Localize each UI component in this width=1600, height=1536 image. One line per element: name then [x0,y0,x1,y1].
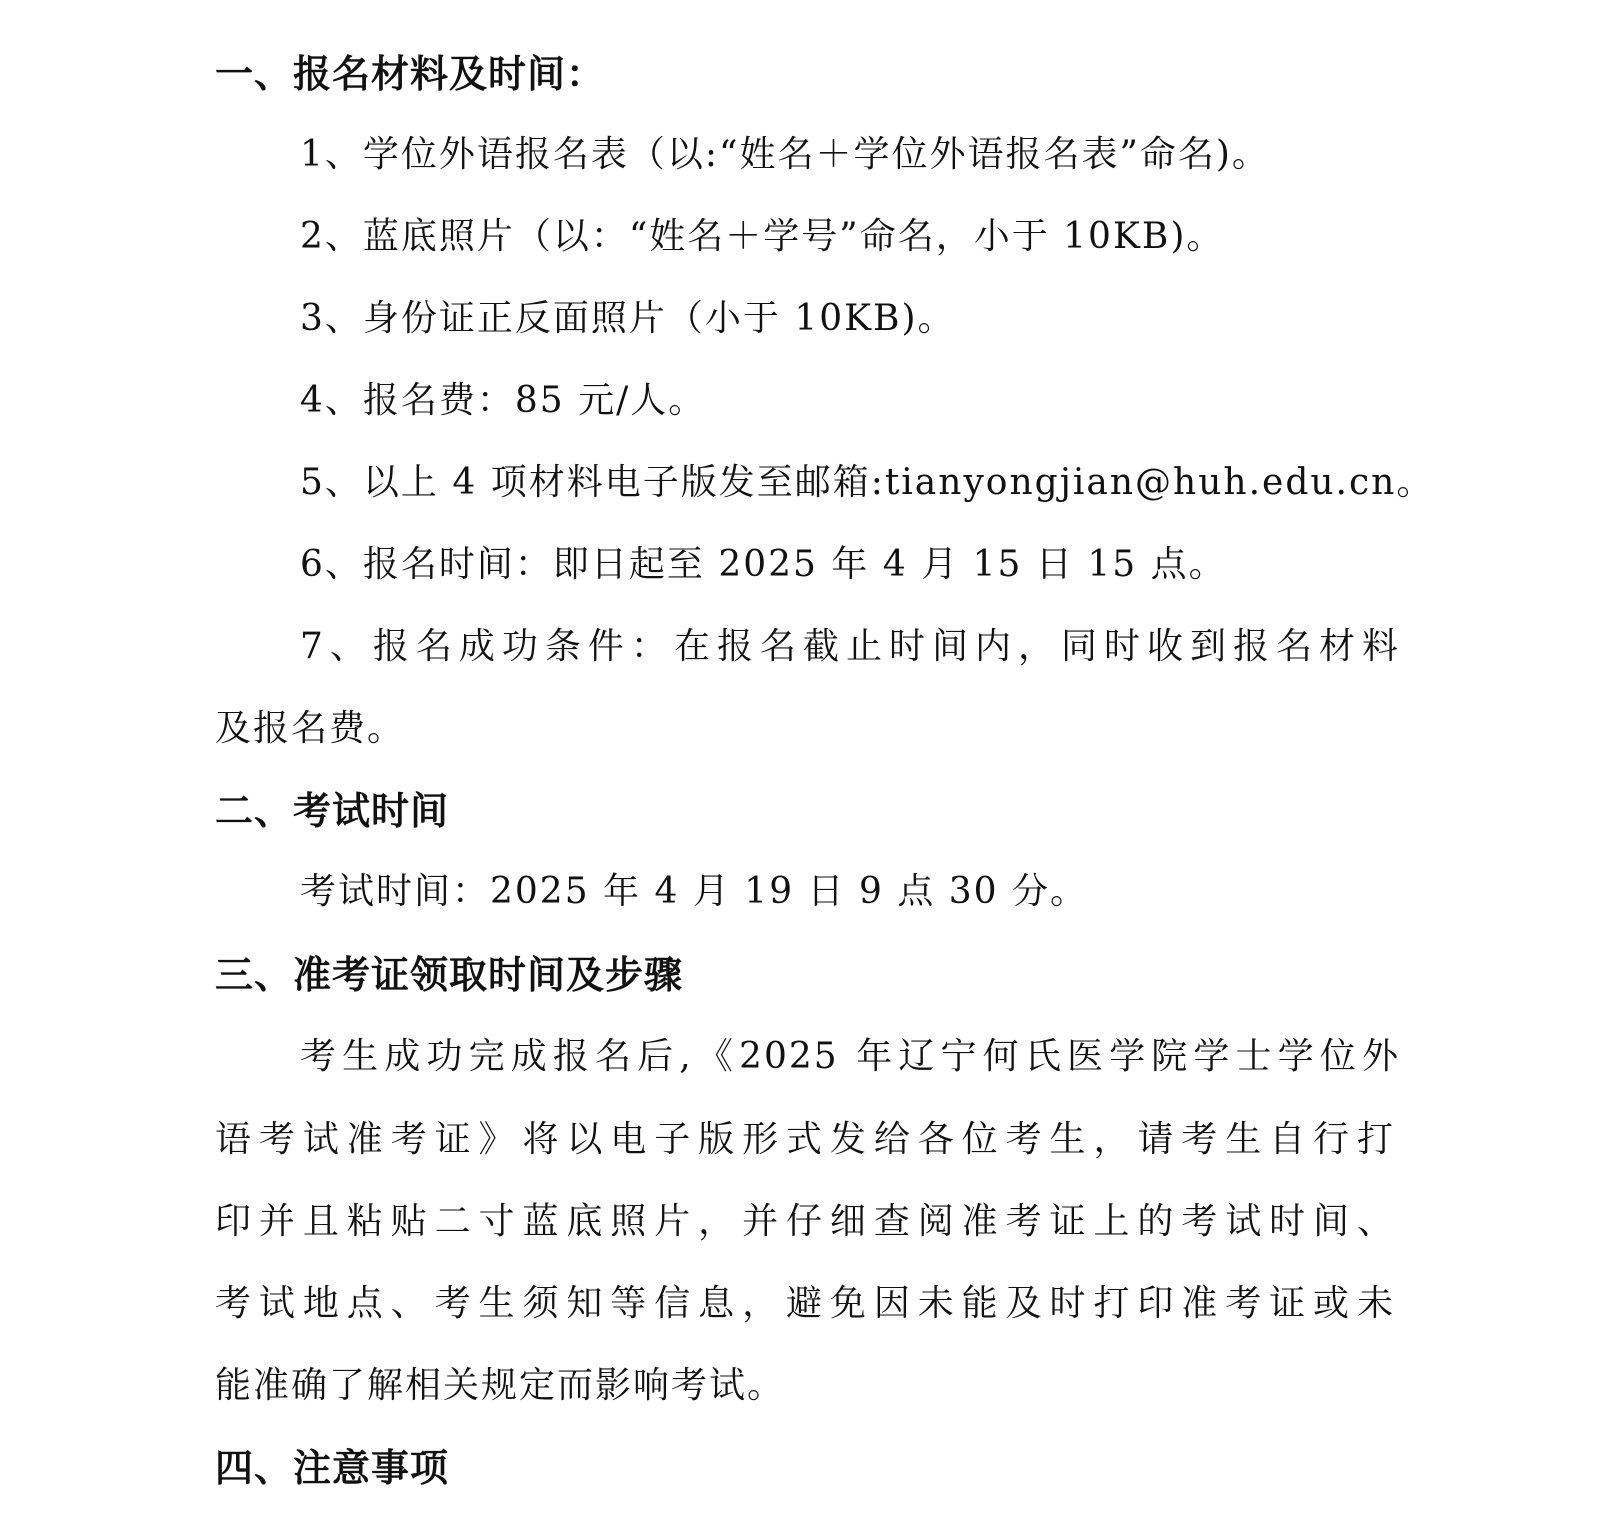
registration-item-3: 3、身份证正反面照片（小于 10KB)。 [300,298,956,339]
registration-item-5: 5、以上 4 项材料电子版发至邮箱:tianyongjian@huh.edu.cn。 [300,462,1435,503]
registration-item-6: 6、报名时间：即日起至 2025 年 4 月 15 日 15 点。 [300,544,1227,585]
registration-item-2: 2、蓝底照片（以：“姓名＋学号”命名，小于 10KB)。 [300,216,1225,257]
registration-item-4: 4、报名费：85 元/人。 [300,380,707,421]
admission-ticket-line-2: 语考试准考证》将以电子版形式发给各位考生，请考生自行打 [215,1119,1395,1160]
registration-item-7-continued: 及报名费。 [215,708,406,749]
admission-ticket-line-1: 考生成功完成报名后,《2025 年辽宁何氏医学院学士学位外 [300,1036,1400,1077]
registration-item-7: 7、报名成功条件：在报名截止时间内，同时收到报名材料 [300,626,1400,667]
section-heading-exam-time: 二、考试时间 [215,789,450,833]
section-heading-registration: 一、报名材料及时间： [215,52,606,96]
admission-ticket-line-3: 印并且粘贴二寸蓝底照片，并仔细查阅准考证上的考试时间、 [215,1201,1395,1242]
admission-ticket-line-4: 考试地点、考生须知等信息，避免因未能及时打印准考证或未 [215,1283,1395,1324]
section-heading-notes: 四、注意事项 [215,1446,450,1490]
admission-ticket-line-5: 能准确了解相关规定而影响考试。 [215,1365,786,1406]
exam-time-text: 考试时间：2025 年 4 月 19 日 9 点 30 分。 [300,871,1089,912]
section-heading-admission-ticket: 三、准考证领取时间及步骤 [215,953,684,997]
registration-item-1: 1、学位外语报名表（以:“姓名＋学位外语报名表”命名)。 [300,134,1270,175]
